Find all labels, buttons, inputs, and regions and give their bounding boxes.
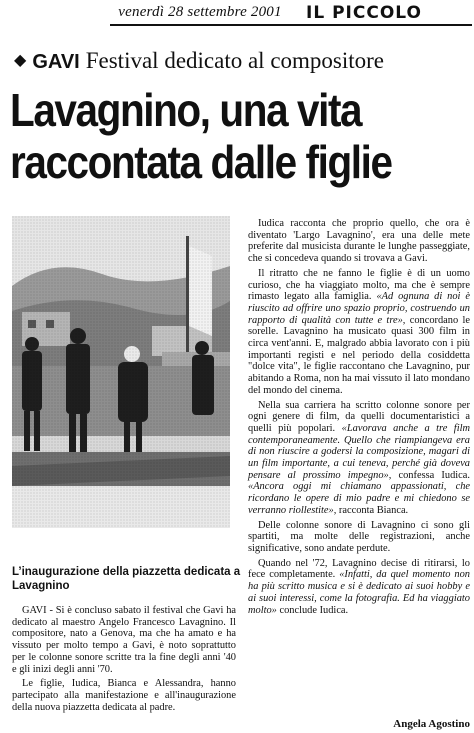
article-quote: «Infatti, da quel momento non ha più scritto musica e si è dedicato ai suoi hobby e ai suoi interessi, come la fotografia. Ed ha viaggiato molto» [248,569,470,616]
issue-date: venerdì 28 settembre 2001 [118,4,282,20]
article-text: concordano le sorelle. Lavagnino ha musicato quasi 300 film in circa vent'anni. E, malgrado abbia lavorato con i più importanti registi e nel periodo della cosiddetta "dolce vita", le figlie raccontano che Lavagnino, pur abitando a Roma, non ha mai vissuto il lato mondano del mondo del cinema. [248,314,470,396]
article-text: Il ritratto che ne fanno le figlie è di un uomo curioso, che ha viaggiato molto, ma che è sempre rimasto legato alla famiglia. [248,267,470,303]
photo-illustration [12,216,230,528]
masthead [0,0,474,34]
article-text: confessa Iudica. [398,469,470,481]
article-quote: «Lavorava anche a tre film contemporaneamente. Quello che riampiangeva era di non riuscire a godersi la composizione, magari di un film importante, a cui teneva, perché già doveva pensare al prossimo impegno», [248,422,470,481]
article-column-left [12,605,236,716]
article-paragraph: Iudica racconta che proprio quello, che ora è diventato 'Largo Lavagnino', era una delle mete preferite dal musicista durante le lunghe passeggiate, che si concedeva quando si trovava a Gavi. [248,218,470,265]
photo-caption: L’inaugurazione della piazzetta dedicata a Lavagnino [12,566,241,592]
kicker [14,48,470,74]
headline [10,84,415,188]
headline-line-1: Lavagnino, una vita [10,84,362,136]
kicker-text: Festival dedicato al compositore [85,48,385,73]
inauguration-photo [12,216,230,528]
article-paragraph: Delle colonne sonore di Lavagnino ci sono gli spartiti, ma molte delle registrazioni, anche significative, sono andate perdute. [248,519,470,554]
article-text: Nella sua carriera ha scritto colonne sonore per ogni genere di film, da quelli documentaristici a quelli più popolari. [248,399,470,434]
article-paragraph: GAVI - Si è concluso sabato il festival che Gavi ha dedicato al maestro Angelo Francesco Lavagnino. Il compositore, nato a Genova, ma che ha amato e ha vissuto per molto tempo a Gavi, è noto soprattutto per le colonne sonore scritte tra la fine degli anni '40 e gli inizi degli anni '70. [12,605,236,675]
article-column-right [248,218,470,619]
article-paragraph [248,400,470,517]
article-paragraph: Le figlie, Iudica, Bianca e Alessandra, hanno partecipato alla manifestazione e all'inaugurazione della nuova piazzetta dedicata al padre. [12,678,236,713]
article-text: racconta Bianca. [338,504,409,516]
article-paragraph [248,268,470,397]
article-quote: «Ad ognuna di noi è riuscito ad offrire uno spazio proprio, costruendo un rapporto di qualità con tutte e tre», [248,291,470,326]
masthead-rule [110,24,472,26]
kicker-place: GAVI [32,51,80,73]
article-quote: «Ancora oggi mi chiamano appassionati, che ricordano le opere di mio padre e mi chiedono se verranno riollestite», [248,481,470,516]
article-text: Quando nel '72, Lavagnino decise di ritirarsi, lo fece completamente. [248,557,470,581]
headline-line-2: raccontata dalle figlie [10,136,392,188]
diamond-bullet-icon: ◆ [14,52,27,69]
article-text: conclude Iudica. [279,604,349,616]
byline: Angela Agostino [393,718,470,730]
newspaper-name: IL PICCOLO [306,3,422,23]
article-paragraph [248,558,470,617]
